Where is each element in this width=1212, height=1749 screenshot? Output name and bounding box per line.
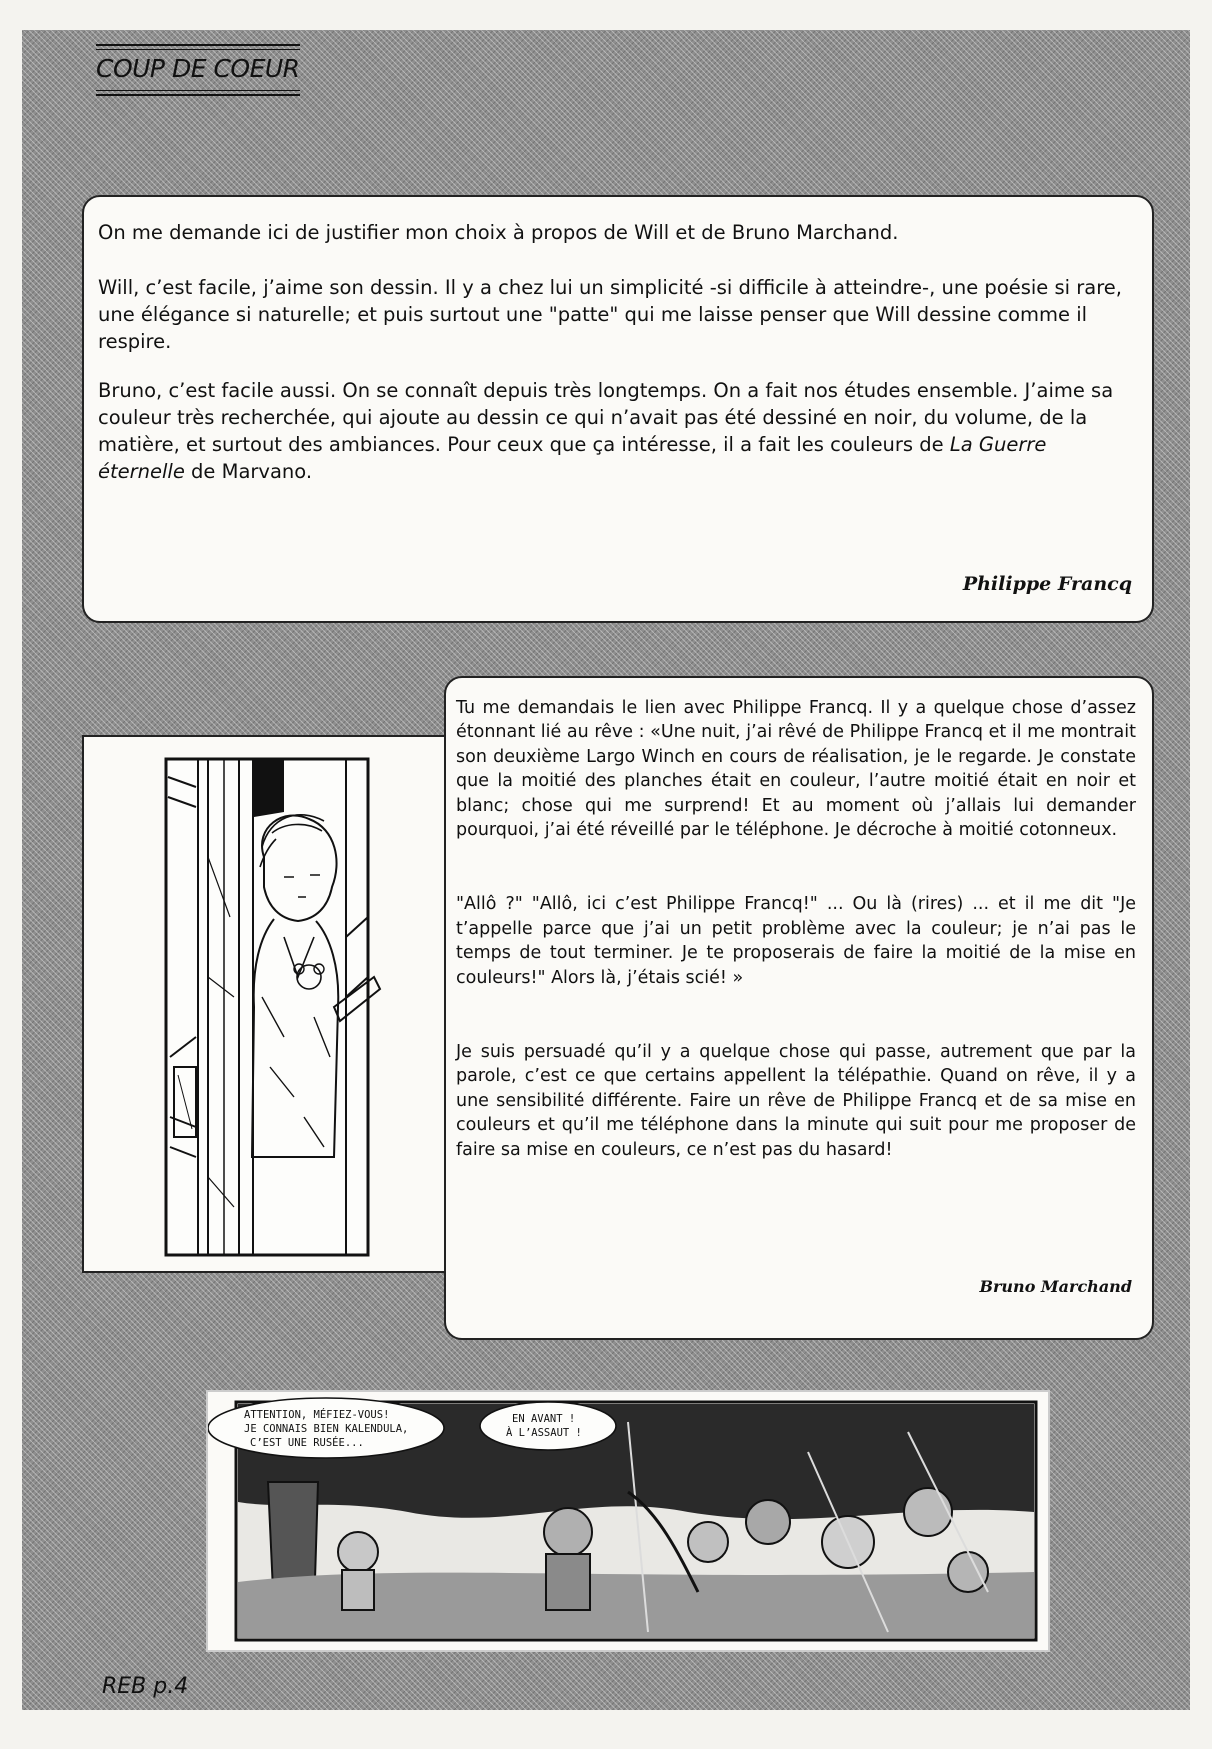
- section-header: [96, 44, 300, 96]
- illustration-girl-window: [82, 735, 446, 1273]
- signature-philippe-francq: Philippe Francq: [962, 573, 1132, 595]
- drawing-artwork: [84, 737, 444, 1271]
- phone-call-paragraph: "Allô ?" "Allô, ici c’est Philippe Francq!" ... Ou là (rires) ... et il me dit "Je t’appelle parce que j’ai un petit problème avec la couleur; je n’ai pas le temps de tout terminer. Je te proposerais de faire la moitié de la mise en couleurs!" Alors là, j’étais scié! »: [456, 894, 1136, 988]
- balloon-2-line-2: À L’ASSAUT !: [506, 1427, 582, 1439]
- book-title: La Guerre éternelle: [98, 433, 1047, 483]
- dream-paragraph: Tu me demandais le lien avec Philippe Francq. Il y a quelque chose d’assez étonnant lié au rêve : «Une nuit, j’ai rêvé de Philippe Francq et il me montrait son deuxième Largo Winch en cours de réalisation, je le regarde. Je constate que la moitié des planches était en couleur, l’autre moitié était en noir et blanc; chose qui me surprend! Et au moment où j’allais lui demander pourquoi, j’ai été réveillé par le téléphone. Je décroche à moitié cotonneux.: [456, 698, 1136, 841]
- will-paragraph: Will, c’est facile, j’aime son dessin. Il y a chez lui un simplicité -si difficile à atteindre-, une poésie si rare, une élégance si naturelle; et puis surtout une "patte" qui me laisse penser que Will dessine comme il respire.: [98, 276, 1123, 353]
- section-title: COUP DE COEUR: [96, 54, 300, 83]
- telepathy-paragraph: Je suis persuadé qu’il y a quelque chose qui passe, autrement que par la parole, c’est ce que certains appellent la télépathie. Quand on rêve, il y a une sensibilité différente. Faire un rêve de Philippe Francq et de sa mise en couleurs et qu’il me téléphone dans la minute qui suit pour me proposer de faire sa mise en couleurs, ce n’est pas du hasard!: [456, 1042, 1136, 1160]
- balloon-1-line-1: ATTENTION, MÉFIEZ-VOUS!: [244, 1409, 390, 1421]
- bruno-marchand-box: [444, 676, 1154, 1340]
- comic-strip-artwork: [208, 1392, 1048, 1650]
- comic-strip: [206, 1390, 1050, 1652]
- bruno-paragraph-text: Bruno, c’est facile aussi. On se connaît depuis très longtemps. On a fait nos études ensemble. J’aime sa couleur très recherchée, qui ajoute au dessin ce qui n’avait pas été dessiné en noir, du volume, de la matière, et surtout des ambiances. Pour ceux que ça intéresse, il a fait les couleurs de: [98, 379, 1114, 456]
- balloon-2-line-1: EN AVANT !: [512, 1413, 576, 1425]
- balloon-1-line-3: C’EST UNE RUSÉE...: [250, 1437, 364, 1449]
- bruno-paragraph: [98, 377, 1136, 485]
- balloon-1-line-2: JE CONNAIS BIEN KALENDULA,: [244, 1423, 409, 1435]
- page-number: REB p.4: [102, 1674, 189, 1699]
- bruno-paragraph-end: de Marvano.: [184, 460, 313, 483]
- philippe-francq-box: [82, 195, 1154, 623]
- intro-paragraph: On me demande ici de justifier mon choix à propos de Will et de Bruno Marchand.: [98, 221, 899, 244]
- signature-bruno-marchand: Bruno Marchand: [979, 1277, 1132, 1296]
